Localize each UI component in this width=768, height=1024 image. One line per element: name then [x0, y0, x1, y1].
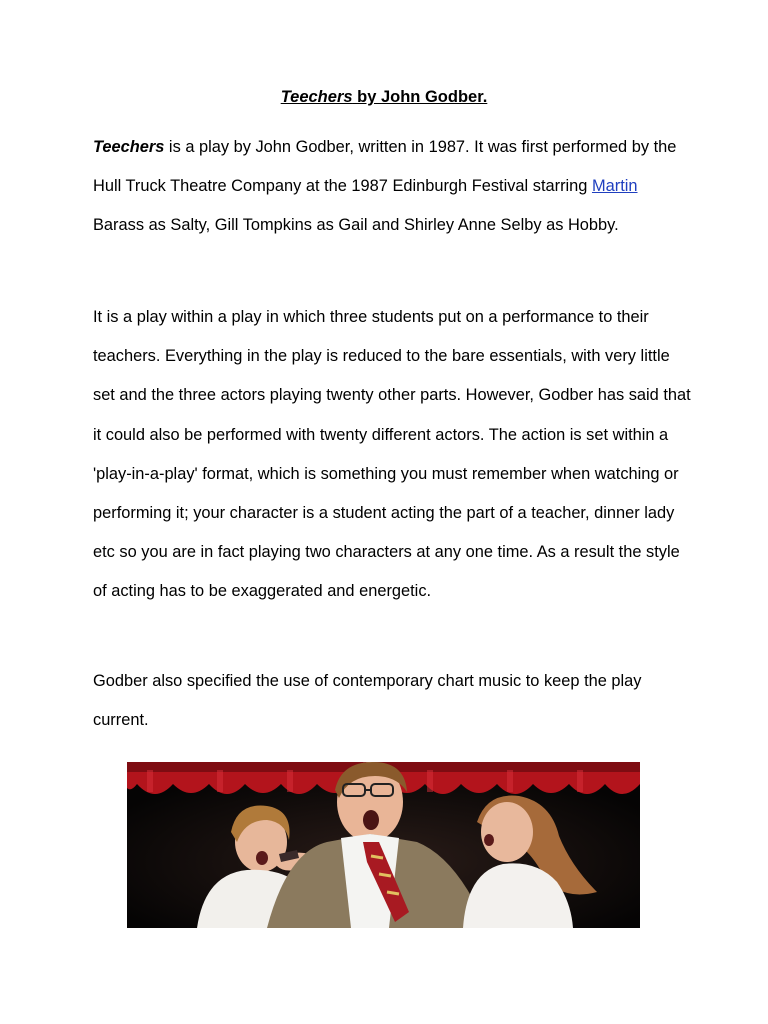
paragraph-chart-music: Godber also specified the use of contemporary chart music to keep the play current.	[93, 672, 642, 730]
intro-text-b: Barass as Salty, Gill Tompkins as Gail and Shirley Anne Selby as Hobby.	[93, 216, 619, 235]
title-italic: Teechers	[280, 88, 353, 106]
title-rest: by John Godber.	[352, 88, 488, 106]
document-title	[0, 86, 768, 108]
paragraph-play-within-play: It is a play within a play in which three students put on a performance to their teachers. Everything in the play is reduced to the bare essentials, with very little set and the three actors playing twenty other parts. However, Godber has said that it could also be performed with twenty different actors. The action is set within a 'play-in-a-play' format, which is something you must remember when watching or performing it; your character is a student acting the part of a teacher, dinner lady etc so you are in fact playing two characters at any one time. As a result the style of acting has to be exaggerated and energetic.	[93, 308, 691, 601]
martin-link[interactable]: Martin	[591, 177, 638, 196]
intro-text-a: is a play by John Godber, written in 1987. It was first performed by the Hull Truck Theatre Company at the 1987 Edinburgh Festival starring	[93, 138, 677, 196]
performance-photo-illustration	[127, 762, 640, 928]
paragraph-intro	[93, 128, 693, 246]
performance-photo	[127, 762, 640, 928]
intro-italic-lead: Teechers	[93, 138, 165, 156]
